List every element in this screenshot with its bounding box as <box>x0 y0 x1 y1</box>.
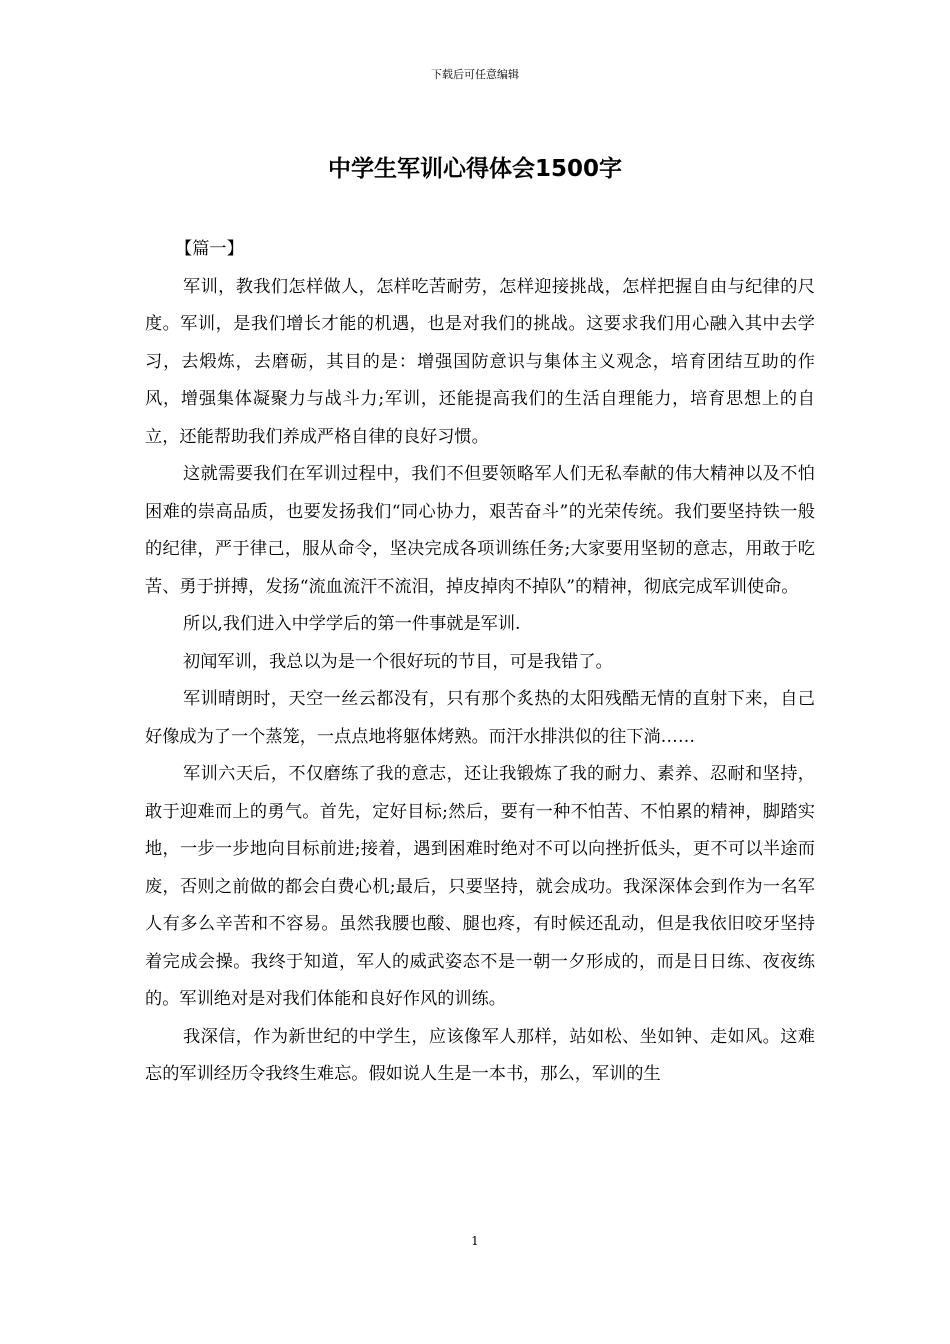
document-body <box>145 231 815 1094</box>
paragraph-4: 初闻军训，我总以为是一个很好玩的节目，可是我错了。 <box>183 651 613 672</box>
paragraph-7: 我深信，作为新世纪的中学生，应该像军人那样，站如松、坐如钟、走如风。这难忘的军训经历令我终生难忘。假如说人生是一本书，那么，军训的生 <box>145 1026 815 1084</box>
paragraph-5: 军训晴朗时，天空一丝云都没有，只有那个炙热的太阳残酷无情的直射下来，自己好像成为了一个蒸笼，一点点地将躯体烤熟。而汗水排洪似的往下淌…… <box>145 689 815 747</box>
document-title: 中学生军训心得体会1500字 <box>327 156 622 182</box>
paragraph-2: 这就需要我们在军训过程中，我们不但要领略军人们无私奉献的伟大精神以及不怕困难的崇高品质，也要发扬我们“同心协力，艰苦奋斗”的光荣传统。我们要坚持铁一般的纪律，严于律己，服从命令，坚决完成各项训练任务;大家要用坚韧的意志，用敢于吃苦、勇于拼搏，发扬“流血流汗不流泪，掉皮掉肉不掉队”的精神，彻底完成军训使命。 <box>145 464 815 597</box>
page-header-note: 下载后可任意编辑 <box>431 68 519 81</box>
page-number: 1 <box>471 1234 479 1248</box>
section-label: 【篇一】 <box>175 239 244 259</box>
paragraph-1: 军训，教我们怎样做人，怎样吃苦耐劳，怎样迎接挑战，怎样把握自由与纪律的尺度。军训，是我们增长才能的机遇，也是对我们的挑战。这要求我们用心融入其中去学习，去煅炼，去磨砺，其目的是：增强国防意识与集体主义观念，培育团结互助的作风，增强集体凝聚力与战斗力;军训，还能提高我们的生活自理能力，培育思想上的自立，还能帮助我们养成严格自律的良好习惯。 <box>145 276 815 447</box>
paragraph-6: 军训六天后，不仅磨练了我的意志，还让我锻炼了我的耐力、素养、忍耐和坚持，敢于迎难而上的勇气。首先，定好目标;然后，要有一种不怕苦、不怕累的精神，脚踏实地，一步一步地向目标前进;接着，遇到困难时绝对不可以向挫折低头，更不可以半途而废，否则之前做的都会白费心机;最后，只要坚持，就会成功。我深深体会到作为一名军人有多么辛苦和不容易。虽然我腰也酸、腿也疼，有时候还乱动，但是我依旧咬牙坚持着完成会操。我终于知道，军人的威武姿态不是一朝一夕形成的，而是日日练、夜夜练的。军训绝对是对我们体能和良好作风的训练。 <box>145 764 815 1009</box>
paragraph-3: 所以,我们进入中学学后的第一件事就是军训. <box>183 614 521 634</box>
